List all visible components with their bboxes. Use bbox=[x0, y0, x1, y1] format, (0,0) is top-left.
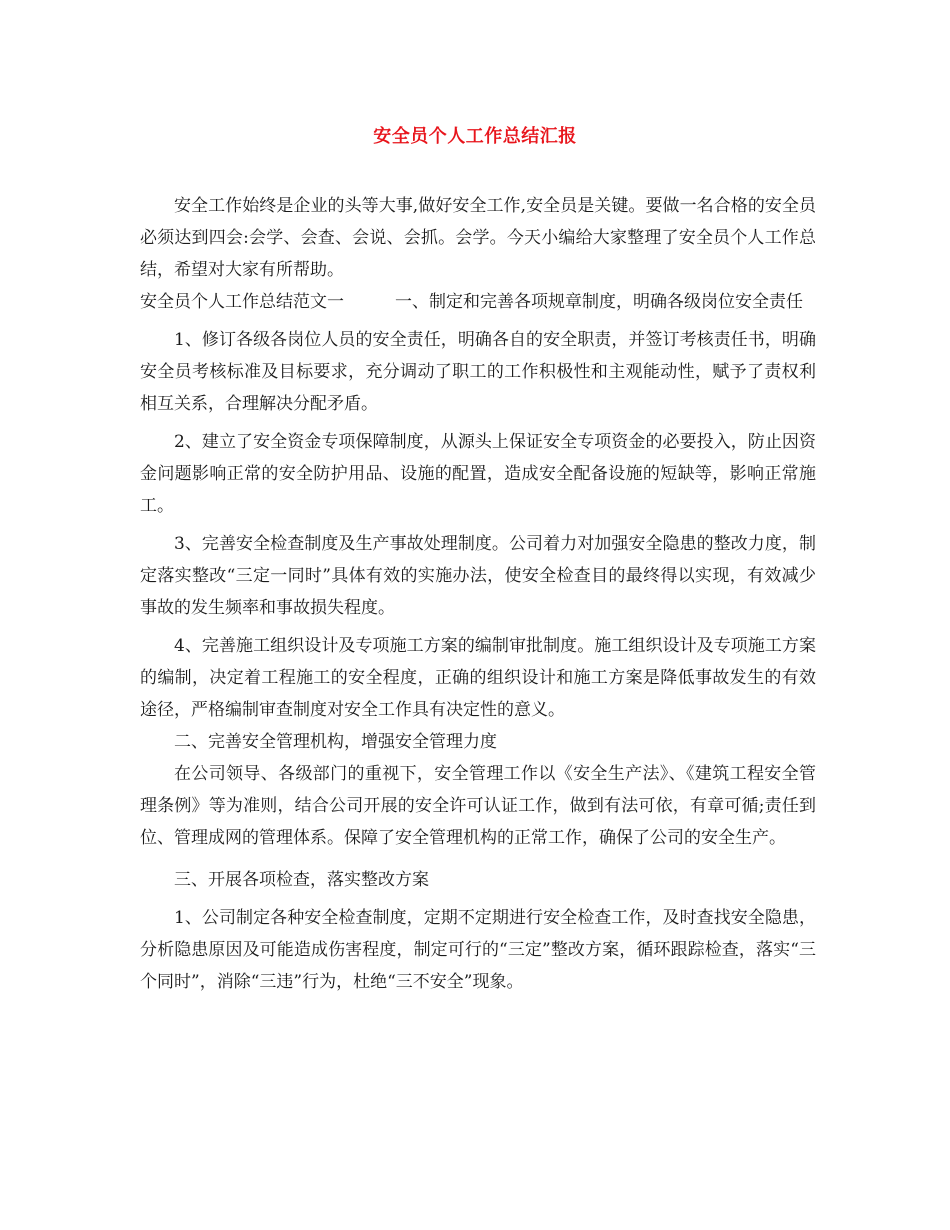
paragraph-item-2: 2、建立了安全资金专项保障制度，从源头上保证安全专项资金的必要投入，防止因资金问题影响正常的安全防护用品、设施的配置，造成安全配备设施的短缺等，影响正常施工。 bbox=[140, 432, 816, 516]
paragraph-intro: 安全工作始终是企业的头等大事,做好安全工作,安全员是关键。要做一名合格的安全员必须达到四会:会学、会查、会说、会抓。会学。今天小编给大家整理了安全员个人工作总结，希望对大家有所帮助。 bbox=[140, 196, 816, 280]
document-body bbox=[140, 190, 816, 998]
paragraph-section-heading-1: 安全员个人工作总结范文一 一、制定和完善各项规章制度，明确各级岗位安全责任 bbox=[140, 292, 803, 312]
paragraph-section-3-item-1: 1、公司制定各种安全检查制度，定期不定期进行安全检查工作，及时查找安全隐患，分析隐患原因及可能造成伤害程度，制定可行的“三定”整改方案，循环跟踪检查，落实“三个同时”，消除“三违”行为，杜绝“三不安全”现象。 bbox=[140, 908, 816, 992]
paragraph-item-1: 1、修订各级各岗位人员的安全责任，明确各自的安全职责，并签订考核责任书，明确安全员考核标准及目标要求，充分调动了职工的工作积极性和主观能动性，赋予了责权利相互关系，合理解决分配矛盾。 bbox=[140, 330, 816, 414]
paragraph-item-4: 4、完善施工组织设计及专项施工方案的编制审批制度。施工组织设计及专项施工方案的编制，决定着工程施工的安全程度，正确的组织设计和施工方案是降低事故发生的有效途径，严格编制审查制度对安全工作具有决定性的意义。 bbox=[140, 636, 816, 720]
document-title: 安全员个人工作总结汇报 bbox=[373, 126, 577, 147]
paragraph-section-heading-2: 二、完善安全管理机构，增强安全管理力度 bbox=[174, 732, 497, 752]
paragraph-section-2-body: 在公司领导、各级部门的重视下，安全管理工作以《安全生产法》、《建筑工程安全管理条例》等为准则，结合公司开展的安全许可认证工作，做到有法可依，有章可循;责任到位、管理成网的管理体系。保障了安全管理机构的正常工作，确保了公司的安全生产。 bbox=[140, 764, 816, 848]
paragraph-item-3: 3、完善安全检查制度及生产事故处理制度。公司着力对加强安全隐患的整改力度，制定落实整改“三定一同时”具体有效的实施办法，使安全检查目的最终得以实现，有效减少事故的发生频率和事故损失程度。 bbox=[140, 534, 816, 618]
paragraph-section-heading-3: 三、开展各项检查，落实整改方案 bbox=[174, 870, 429, 890]
